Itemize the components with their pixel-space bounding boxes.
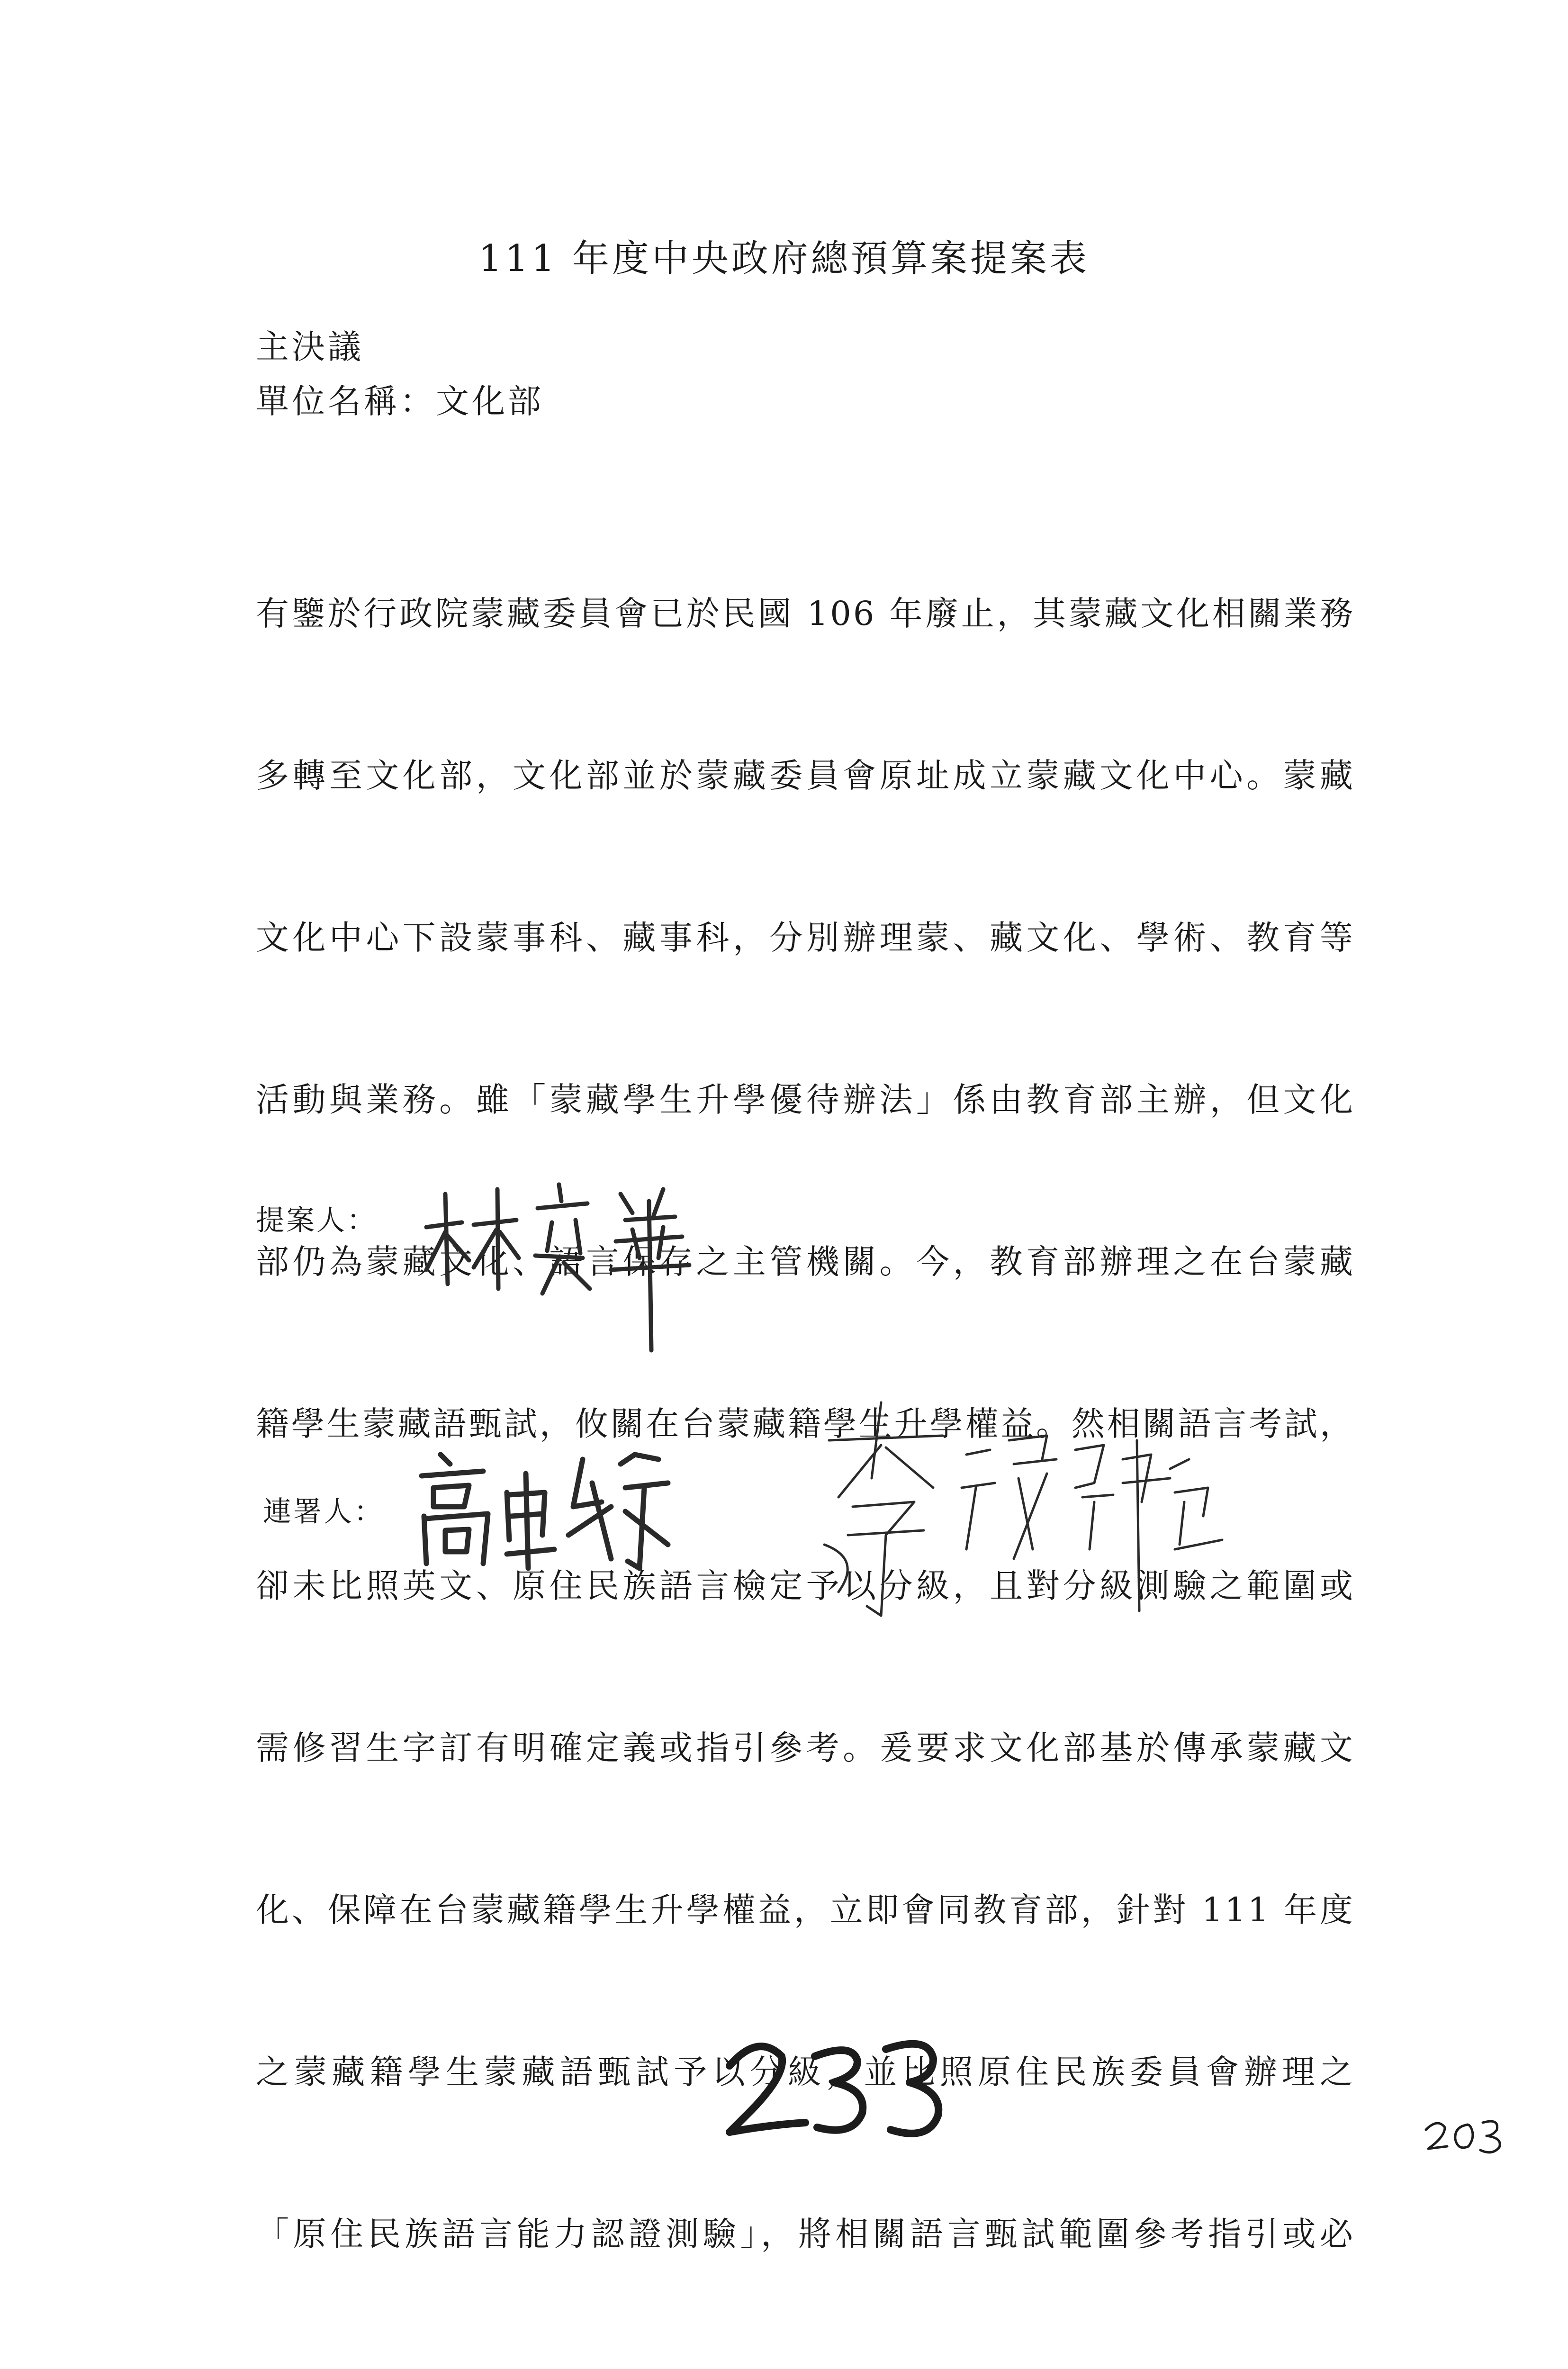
body-line: 需修習生字訂有明確定義或指引參考。爰要求文化部基於傳承蒙藏文	[256, 1728, 1355, 1767]
cosigner-signature-1	[412, 1436, 677, 1587]
body-line: 化、保障在台蒙藏籍學生升學權益，立即會同教育部，針對 111 年度	[256, 1890, 1355, 1929]
body-line: 籍學生蒙藏語甄試，攸關在台蒙藏籍學生升學權益。然相關語言考試，	[256, 1404, 1355, 1443]
body-line: 「原住民族語言能力認證測驗」，將相關語言甄試範圍參考指引或必	[256, 2215, 1355, 2253]
handwritten-page-number	[715, 2023, 962, 2146]
cosigner-signature-2	[810, 1393, 1236, 1639]
body-line: 多轉至文化部，文化部並於蒙藏委員會原址成立蒙藏文化中心。蒙藏	[256, 756, 1355, 795]
handwritten-corner-number	[1421, 2108, 1511, 2156]
body-line: 文化中心下設蒙事科、藏事科，分別辦理蒙、藏文化、學術、教育等	[256, 918, 1355, 957]
body-line: 有鑒於行政院蒙藏委員會已於民國 106 年廢止，其蒙藏文化相關業務	[256, 594, 1355, 633]
document-title: 111 年度中央政府總預算案提案表	[478, 237, 1090, 280]
body-line: 部仍為蒙藏文化、語言保存之主管機關。今，教育部辦理之在台蒙藏	[256, 1242, 1355, 1281]
proposer-signature	[417, 1175, 701, 1355]
unit-line	[256, 381, 544, 421]
body-line: 卻未比照英文、原住民族語言檢定予以分級，且對分級測驗之範圍或	[256, 1566, 1355, 1605]
proposer-label: 提案人：	[256, 1204, 377, 1237]
unit-label: 單位名稱：	[256, 382, 436, 421]
body-line: 之蒙藏籍學生蒙藏語甄試予以分級，並比照原住民族委員會辦理之	[256, 2053, 1355, 2091]
cosigner-label: 連署人：	[263, 1495, 384, 1528]
resolution-type: 主決議	[256, 327, 364, 366]
body-line: 活動與業務。雖「蒙藏學生升學優待辦法」係由教育部主辦，但文化	[256, 1080, 1355, 1119]
unit-name: 文化部	[436, 382, 544, 421]
